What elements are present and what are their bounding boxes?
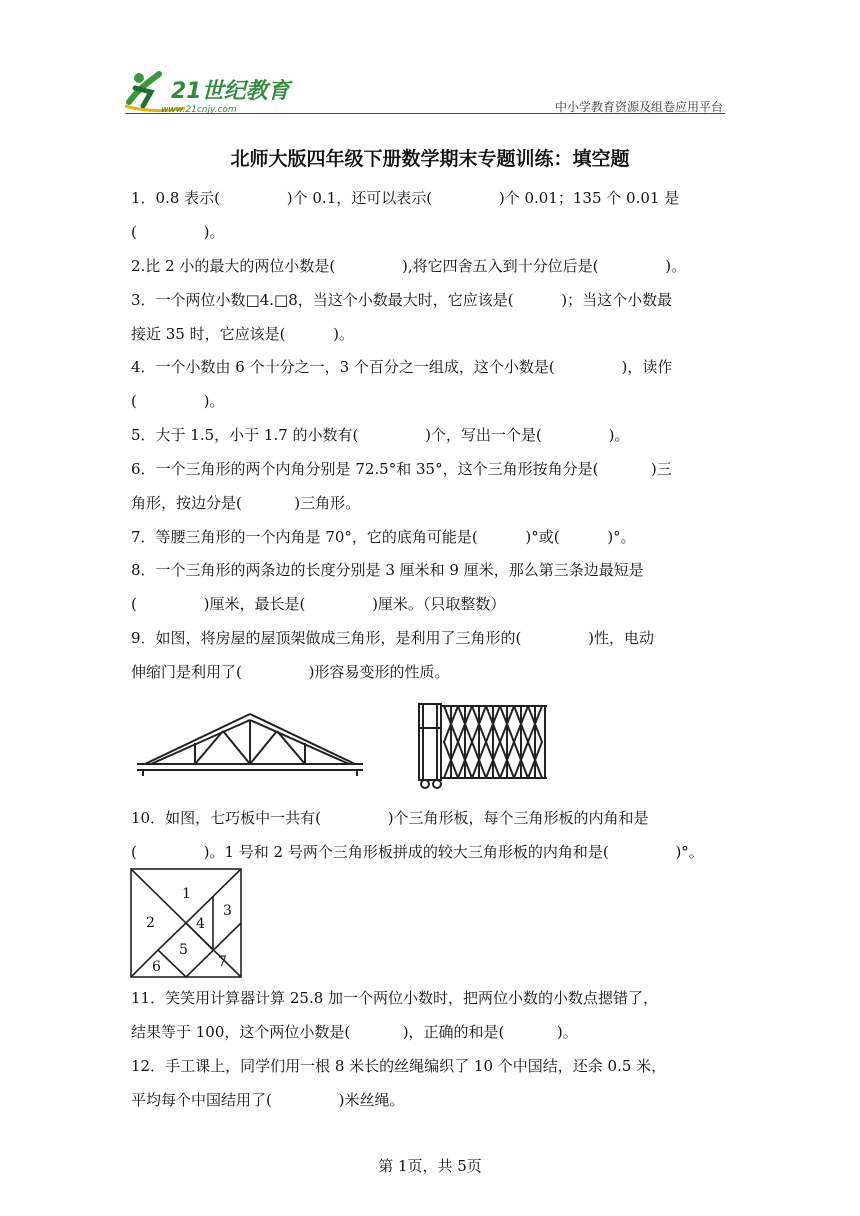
tangram-label-2: 2 (146, 915, 155, 931)
header-divider (125, 113, 725, 114)
tangram-label-1: 1 (182, 886, 191, 902)
q11-line1: 11．笑笑用计算器计算 25.8 加一个两位小数时，把两位小数的小数点摁错了， (131, 989, 659, 1007)
q10-line1: 10．如图，七巧板中一共有( )个三角形板，每个三角形板的内角和是 (131, 809, 649, 827)
q1-line1: 1．0.8 表示( )个 0.1，还可以表示( )个 0.01；135 个 0.01 是 (131, 189, 680, 207)
q10-line2: ( )。1 号和 2 号两个三角形板拼成的较大三角形板的内角和是( )°。 (131, 843, 704, 861)
q12-line1: 12．手工课上，同学们用一根 8 米长的丝绳编织了 10 个中国结，还余 0.5 米， (131, 1057, 667, 1075)
tangram-label-5: 5 (179, 942, 188, 958)
q9-line1: 9．如图，将房屋的屋顶架做成三角形，是利用了三角形的( )性，电动 (131, 629, 655, 647)
tangram-label-7: 7 (218, 954, 227, 970)
q8-line1: 8．一个三角形的两条边的长度分别是 3 厘米和 9 厘米，那么第三条边最短是 (131, 561, 644, 579)
tangram-label-4: 4 (196, 916, 205, 932)
q8-line2: ( )厘米，最长是( )厘米。（只取整数） (131, 595, 506, 613)
tangram-figure (130, 868, 242, 978)
q1-line2: ( )。 (131, 223, 225, 241)
retractable-gate-figure (415, 698, 550, 790)
q3-line2: 接近 35 时，它应该是( )。 (131, 325, 355, 343)
q12-line2: 平均每个中国结用了( )米丝绳。 (131, 1091, 405, 1109)
q5-line1: 5．大于 1.5，小于 1.7 的小数有( )个，写出一个是( )。 (131, 426, 630, 444)
platform-name: 中小学教育资源及组卷应用平台 (554, 100, 723, 114)
q2-line1: 2.比 2 小的最大的两位小数是( ),将它四舍五入到十分位后是( )。 (131, 257, 687, 275)
page-header (125, 66, 725, 118)
svg-text:21世纪教育: 21世纪教育 (171, 79, 290, 104)
logo-21cnjy (125, 66, 295, 118)
q3-line1: 3．一个两位小数□4.□8，当这个小数最大时，它应该是( )；当这个小数最 (131, 291, 673, 309)
page-title: 北师大版四年级下册数学期末专题训练：填空题 (230, 148, 630, 170)
q11-line2: 结果等于 100，这个两位小数是( )，正确的和是( )。 (131, 1023, 578, 1041)
q9-line2: 伸缩门是利用了( )形容易变形的性质。 (131, 663, 450, 681)
roof-truss-figure (135, 708, 365, 778)
q6-line2: 角形，按边分是( )三角形。 (131, 494, 361, 512)
q4-line2: ( )。 (131, 392, 225, 410)
tangram-label-6: 6 (152, 959, 161, 975)
page-footer: 第 1页，共 5页 (378, 1157, 482, 1175)
q7-line1: 7．等腰三角形的一个内角是 70°，它的底角可能是( )°或( )°。 (131, 528, 636, 546)
svg-text:www.21cnjy.com: www.21cnjy.com (161, 105, 237, 115)
tangram-label-3: 3 (223, 903, 232, 919)
q6-line1: 6．一个三角形的两个内角分别是 72.5°和 35°，这个三角形按角分是( )三 (131, 460, 672, 478)
q4-line1: 4．一个小数由 6 个十分之一，3 个百分之一组成，这个小数是( )，读作 (131, 358, 673, 376)
